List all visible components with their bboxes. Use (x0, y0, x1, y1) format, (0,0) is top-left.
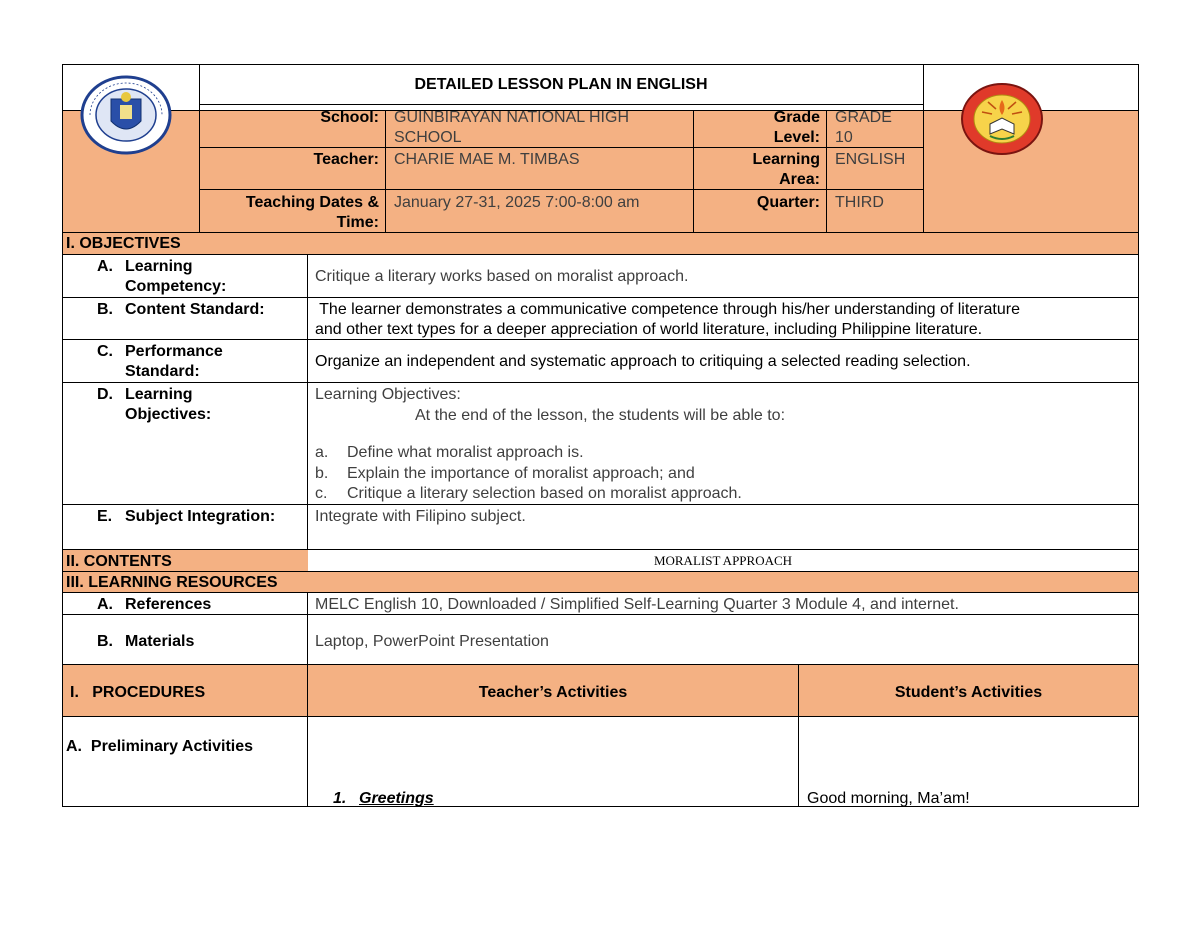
learning-area-label-line1: Learning (752, 151, 820, 168)
deped-seal-icon (80, 75, 172, 155)
rule (62, 382, 1139, 383)
greetings-activity: Greetings (359, 790, 434, 807)
performance-standard-value: Organize an independent and systematic approach to critiquing a selected reading selection. (315, 353, 971, 370)
rule (62, 64, 1139, 65)
resource-a-letter: A. (97, 596, 113, 613)
objective-item-text: Critique a literary selection based on moralist approach. (347, 485, 742, 502)
learning-area-value: ENGLISH (835, 151, 906, 168)
learning-area-label-line2: Area: (779, 171, 820, 188)
school-seal-icon (960, 82, 1044, 156)
teacher-value: CHARIE MAE M. TIMBAS (394, 151, 580, 168)
objective-a-label-line2: Competency: (125, 278, 227, 295)
objective-d-label-line1: Learning (125, 386, 193, 403)
school-label: School: (320, 109, 379, 126)
procedures-heading: I. PROCEDURES (70, 684, 206, 701)
rule (62, 549, 1139, 550)
preliminary-activities-label: A. Preliminary Activities (66, 738, 254, 755)
objective-e-letter: E. (97, 508, 113, 525)
rule (62, 664, 1139, 665)
objective-c-label-line1: Performance (125, 343, 223, 360)
teaching-dates-label-line2: Time: (336, 214, 379, 231)
rule (199, 104, 923, 105)
objective-item-text: Explain the importance of moralist approach; and (347, 465, 695, 482)
rule (62, 297, 1139, 298)
teacher-label: Teacher: (313, 151, 379, 168)
grade-value-line2: 10 (835, 129, 853, 146)
resource-b-letter: B. (97, 633, 113, 650)
objective-b-label: Content Standard: (125, 301, 265, 318)
objective-a-label-line1: Learning (125, 258, 193, 275)
rule (307, 254, 308, 550)
subject-integration-value: Integrate with Filipino subject. (315, 508, 526, 525)
objective-item-text: Define what moralist approach is. (347, 444, 584, 461)
rule (385, 110, 386, 232)
rule (62, 716, 1139, 717)
objective-d-letter: D. (97, 386, 113, 403)
resources-heading: III. LEARNING RESOURCES (66, 574, 278, 591)
lesson-plan-title: DETAILED LESSON PLAN IN ENGLISH (414, 76, 708, 93)
objective-b-letter: B. (97, 301, 113, 318)
rule (923, 64, 924, 232)
student-greeting-reply: Good morning, Ma’am! (807, 790, 970, 807)
learning-objectives-intro: Learning Objectives: (315, 386, 461, 403)
contents-heading: II. CONTENTS (66, 553, 172, 570)
learning-objectives-sub: At the end of the lesson, the students will be able to: (415, 407, 786, 424)
grade-value-line1: GRADE (835, 109, 892, 126)
rule (62, 64, 63, 807)
greeting-number: 1. (333, 790, 347, 807)
objective-d-label-line2: Objectives: (125, 406, 212, 423)
school-value-line2: SCHOOL (394, 129, 462, 146)
teaching-dates-label-line1: Teaching Dates & (245, 194, 379, 211)
grade-label-line1: Grade (773, 109, 820, 126)
grade-label-line2: Level: (773, 129, 820, 146)
content-standard-line2: and other text types for a deeper appreciation of world literature, including Philippine literature. (315, 321, 983, 338)
objective-item-marker: a. (315, 444, 329, 461)
rule (62, 806, 1139, 807)
objective-item-marker: c. (315, 485, 328, 502)
references-label: References (125, 596, 212, 613)
learning-competency-value: Critique a literary works based on moralist approach. (315, 268, 689, 285)
objective-e-label: Subject Integration: (125, 508, 276, 525)
teaching-dates-value: January 27-31, 2025 7:00-8:00 am (394, 194, 640, 211)
quarter-value: THIRD (835, 194, 884, 211)
objectives-heading-background (62, 232, 1139, 254)
rule (62, 254, 1139, 255)
student-activities-header: Student’s Activities (894, 684, 1043, 701)
objective-c-letter: C. (97, 343, 113, 360)
rule (826, 110, 827, 232)
objective-a-letter: A. (97, 258, 113, 275)
materials-value: Laptop, PowerPoint Presentation (315, 633, 549, 650)
school-value-line1: GUINBIRAYAN NATIONAL HIGH (394, 109, 629, 126)
content-standard-line1: The learner demonstrates a communicative competence through his/her understanding of literature (315, 301, 1020, 318)
objective-item-marker: b. (315, 465, 329, 482)
references-value: MELC English 10, Downloaded / Simplified Self-Learning Quarter 3 Module 4, and internet. (315, 596, 959, 613)
rule (62, 504, 1139, 505)
teacher-activities-header: Teacher’s Activities (478, 684, 628, 701)
objectives-heading: I. OBJECTIVES (66, 235, 181, 252)
objective-c-label-line2: Standard: (125, 363, 200, 380)
quarter-label: Quarter: (756, 194, 820, 211)
contents-value: MORALIST APPROACH (653, 553, 793, 568)
rule (1138, 64, 1139, 807)
materials-label: Materials (125, 633, 195, 650)
